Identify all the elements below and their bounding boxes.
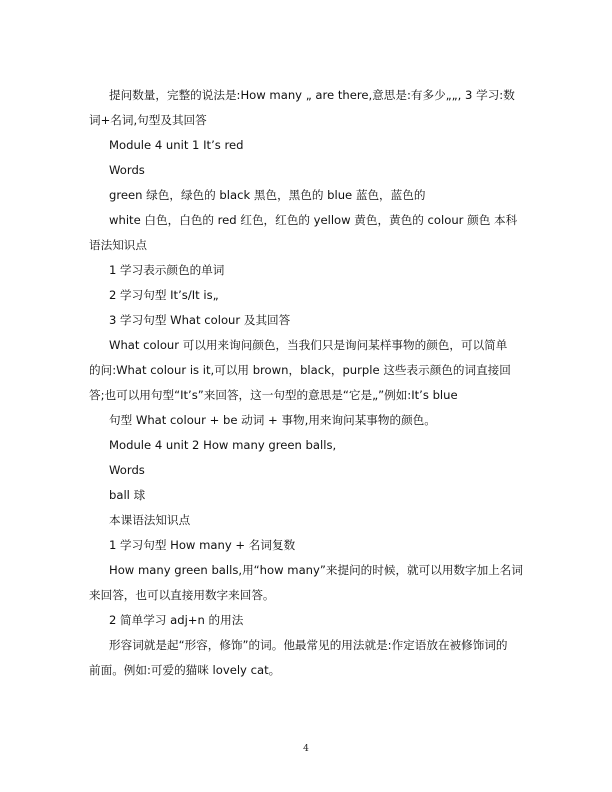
- section-heading: Module 4 unit 2 How many green balls,: [109, 438, 337, 452]
- page-number: 4: [303, 744, 309, 754]
- list-item: 1 学习句型 How many + 名词复数: [109, 538, 296, 552]
- section-heading: Module 4 unit 1 It’s red: [109, 138, 244, 152]
- list-item: 3 学习句型 What colour 及其回答: [109, 313, 291, 327]
- subheading-grammar: 本课语法知识点: [109, 513, 191, 527]
- text-line: 答;也可以用句型“It’s”来回答，这一句型的意思是“它是„”例如:It’s blue: [89, 388, 458, 402]
- subheading-words: Words: [109, 463, 145, 477]
- list-item: 2 简单学习 adj+n 的用法: [109, 613, 244, 627]
- text-line: What colour 可以用来询问颜色，当我们只是询问某样事物的颜色，可以简单: [109, 338, 508, 352]
- text-line: 形容词就是起“形容，修饰”的词。他最常见的用法就是:作定语放在被修饰词的: [109, 638, 508, 652]
- text-line: green 绿色，绿色的 black 黑色，黑色的 blue 蓝色，蓝色的: [109, 188, 426, 202]
- document-body: [89, 83, 529, 683]
- text-line: 语法知识点: [89, 238, 147, 252]
- text-line: 句型 What colour + be 动词 + 事物,用来询问某事物的颜色。: [109, 413, 436, 427]
- text-line: 前面。例如:可爱的猫咪 lovely cat。: [89, 663, 281, 677]
- text-line: How many green balls,用“how many”来提问的时候，就可以用数字加上名词: [109, 563, 523, 577]
- text-line: 词+名词,句型及其回答: [89, 113, 207, 127]
- subheading-words: Words: [109, 163, 145, 177]
- list-item: 2 学习句型 It’s/It is„: [109, 288, 219, 302]
- text-line: white 白色，白色的 red 红色，红色的 yellow 黄色，黄色的 colour 颜色 本科: [109, 213, 518, 227]
- text-line: 来回答，也可以直接用数字来回答。: [89, 588, 275, 602]
- text-line: 的问:What colour is it,可以用 brown，black，purple 这些表示颜色的词直接回: [89, 363, 511, 377]
- text-line: 提问数量，完整的说法是:How many „ are there,意思是:有多少„„, 3 学习:数: [109, 88, 515, 102]
- list-item: 1 学习表示颜色的单词: [109, 263, 225, 277]
- text-line: ball 球: [109, 488, 146, 502]
